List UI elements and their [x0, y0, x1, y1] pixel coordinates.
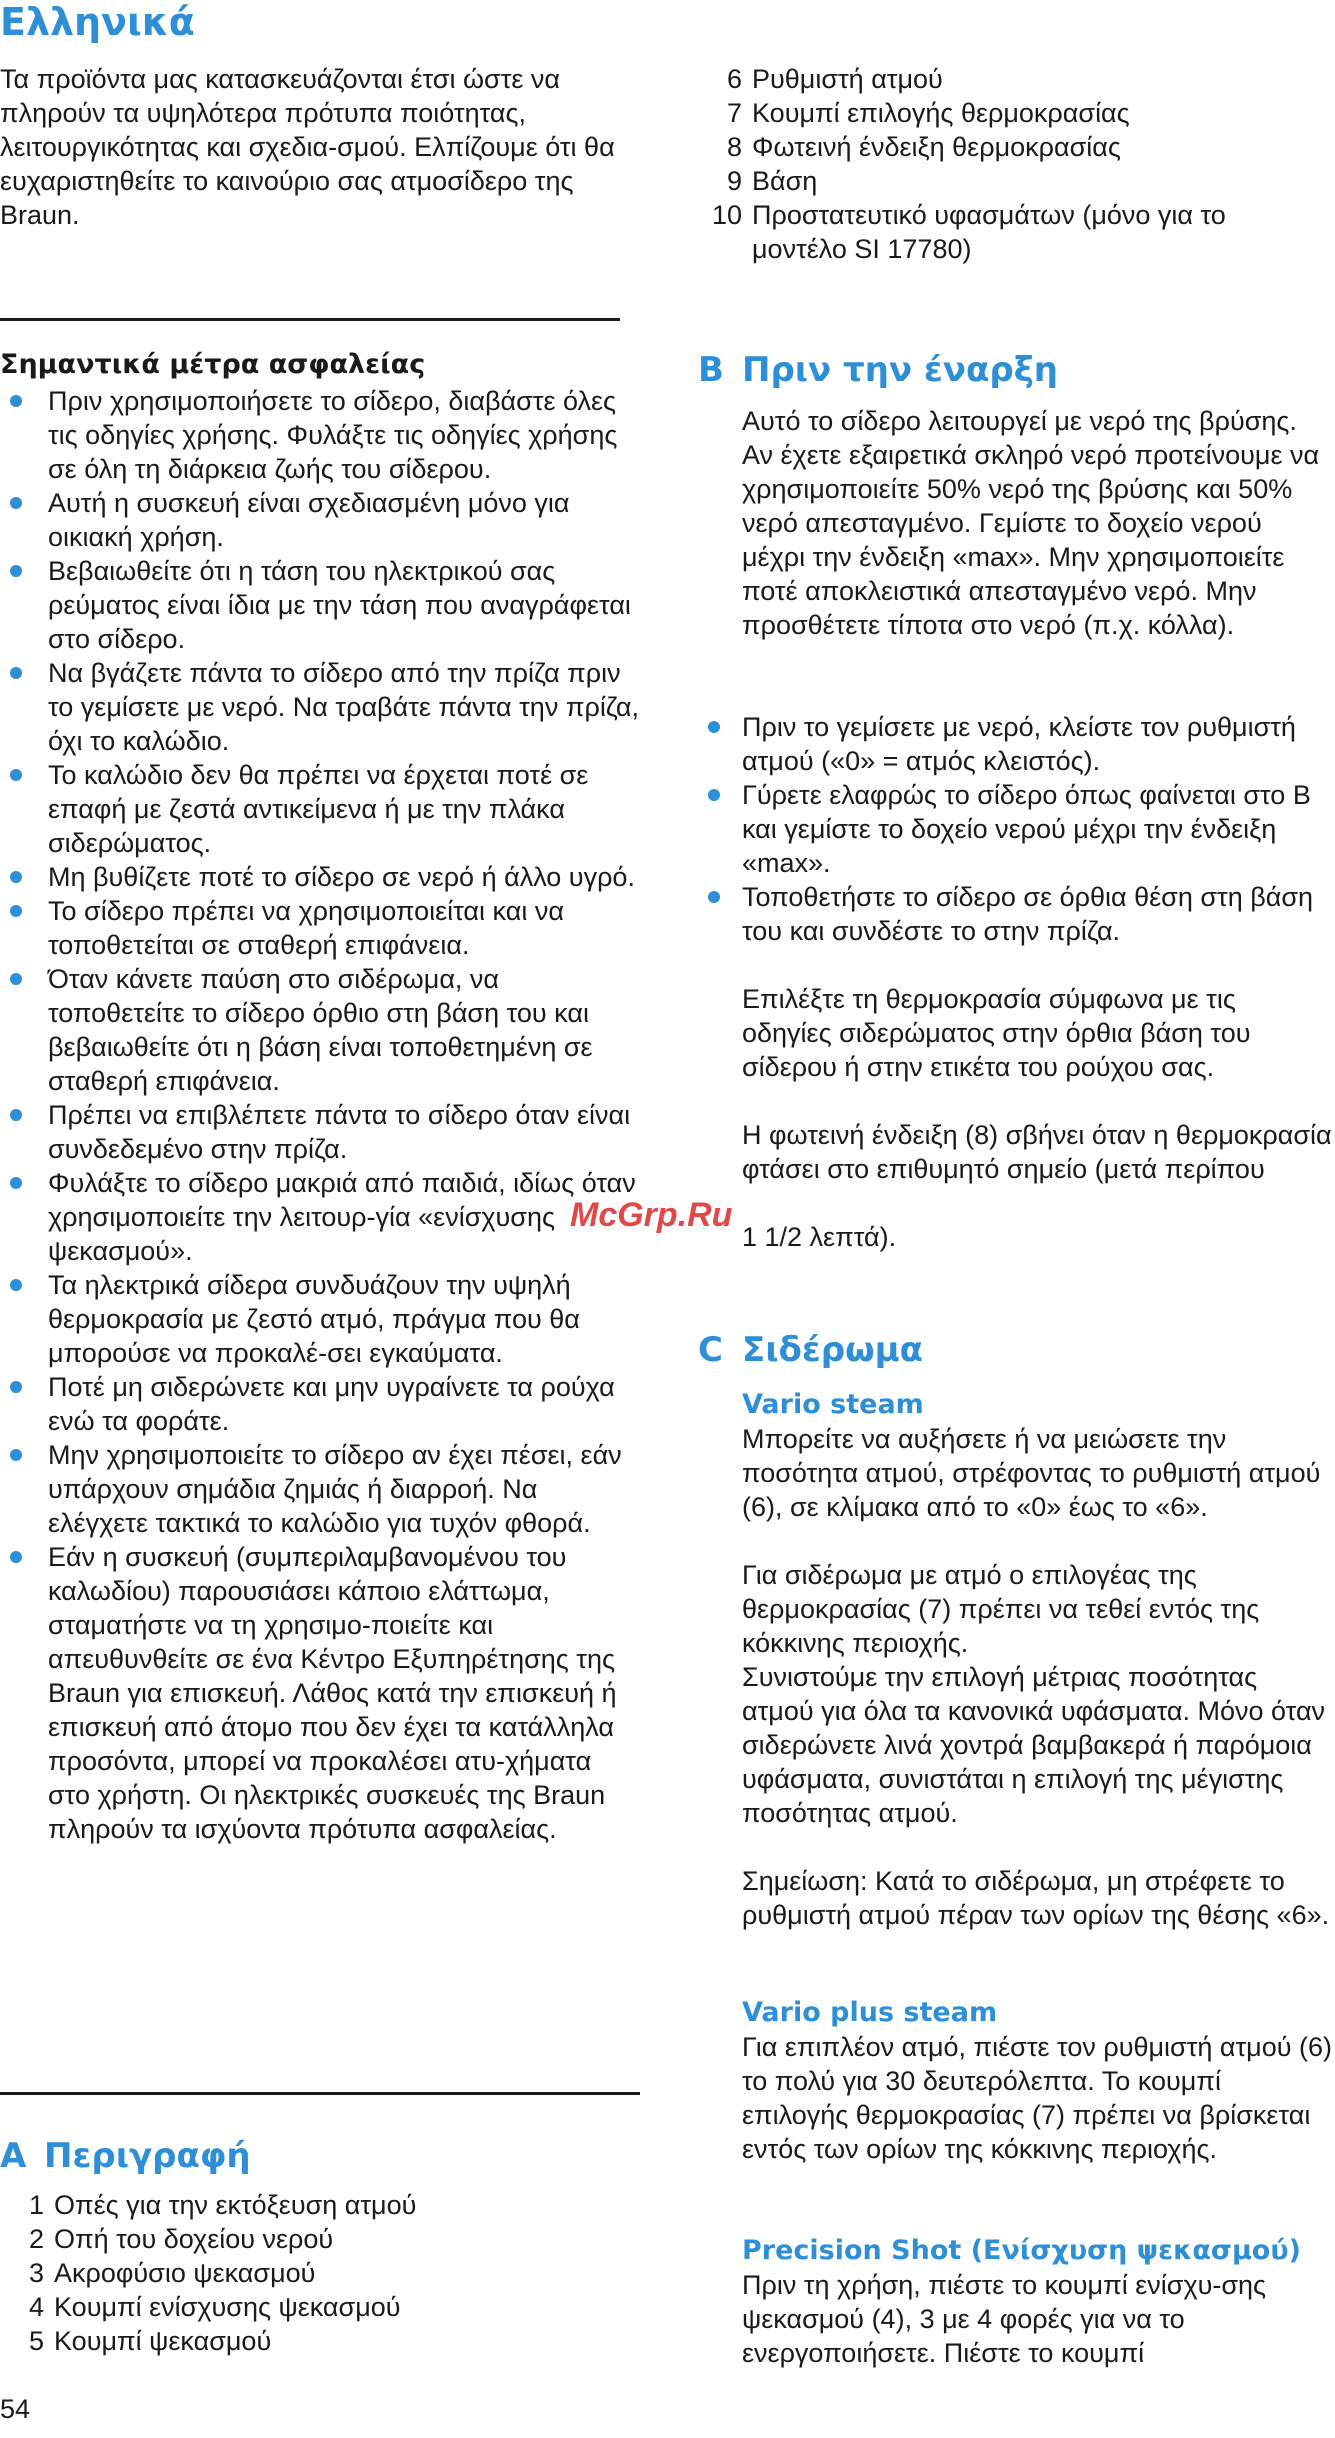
list-item: Τα ηλεκτρικά σίδερα συνδυάζουν την υψηλή θερμοκρασία με ζεστό ατμό, πράγμα που θα μπορούσε να προκαλέ-σει εγκαύματα.: [0, 1268, 640, 1370]
list-item: Το σίδερο πρέπει να χρησιμοποιείται και να τοποθετείται σε σταθερή επιφάνεια.: [0, 894, 640, 962]
bullet-icon: [10, 973, 22, 985]
list-item: Μην χρησιμοποιείτε το σίδερο αν έχει πέσει, εάν υπάρχουν σημάδια ζημιάς ή διαρροή. Να ελέγχετε τακτικά το καλώδιο για τυχόν φθορά.: [0, 1438, 640, 1540]
list-item: Γύρετε ελαφρώς το σίδερο όπως φαίνεται στο B και γεμίστε το δοχείο νερού μέχρι την ένδειξη «max».: [698, 778, 1335, 880]
list-item: Φυλάξτε το σίδερο μακριά από παιδιά, ιδίως όταν χρησιμοποιείτε την λειτουρ-γία «ενίσχυσης ψεκασμού».: [0, 1166, 640, 1268]
list-item: Αυτή η συσκευή είναι σχεδιασμένη μόνο για οικιακή χρήση.: [0, 486, 640, 554]
section-c-heading: C Σιδέρωμα: [698, 1330, 924, 1370]
description-list: [0, 2188, 640, 2358]
section-b-temperature-text: Επιλέξτε τη θερμοκρασία σύμφωνα με τις οδηγίες σιδερώματος στην όρθια βάση του σίδερου ή στην ετικέτα του ρούχου σας.: [742, 984, 1251, 1082]
precision-shot-text: Πριν τη χρήση, πιέστε το κουμπί ενίσχυ-σης ψεκασμού (4), 3 με 4 φορές για να το ενεργοποιήσετε. Πιέστε το κουμπί: [742, 2270, 1267, 2368]
safety-heading: Σημαντικά μέτρα ασφαλείας: [0, 349, 426, 380]
section-b-list: [698, 710, 1335, 948]
list-item: 5 Κουμπί ψεκασμού: [28, 2326, 272, 2356]
list-item: Μη βυθίζετε ποτέ το σίδερο σε νερό ή άλλο υγρό.: [0, 860, 640, 894]
list-item: 4 Κουμπί ενίσχυσης ψεκασμού: [28, 2292, 401, 2322]
list-item: Πρέπει να επιβλέπετε πάντα το σίδερο όταν είναι συνδεδεμένο στην πρίζα.: [0, 1098, 640, 1166]
bullet-icon: [10, 565, 22, 577]
bullet-icon: [708, 891, 720, 903]
vario-steam-text-3: Συνιστούμε την επιλογή μέτριας ποσότητας ατμού για όλα τα κανονικά υφάσματα. Μόνο όταν σιδερώνετε λινά χοντρά βαμβακερά ή παρόμοια υφάσματα, συνιστάται η επιλογή της μέγιστης ποσότητας ατμού.: [742, 1662, 1326, 1828]
vario-steam-text-1: Μπορείτε να αυξήσετε ή να μειώσετε την ποσότητα ατμού, στρέφοντας το ρυθμιστή ατμού (6), σε κλίμακα από το «0» έως το «6».: [742, 1424, 1321, 1522]
bullet-icon: [10, 1551, 22, 1563]
divider: [0, 318, 620, 321]
description-list-continued: [698, 62, 1328, 266]
precision-shot-heading: Precision Shot (Ενίσχυση ψεκασμού): [742, 2235, 1301, 2266]
bullet-icon: [10, 497, 22, 509]
page-number: 54: [0, 2394, 31, 2424]
divider: [0, 2092, 640, 2095]
vario-plus-steam-text: Για επιπλέον ατμό, πιέστε τον ρυθμιστή ατμού (6) το πολύ για 30 δευτερόλεπτα. Το κουμπί επιλογής θερμοκρασίας (7) πρέπει να βρίσκεται εντός των ορίων της κόκκινης περιοχής.: [742, 2032, 1333, 2164]
list-item: Βεβαιωθείτε ότι η τάση του ηλεκτρικού σας ρεύματος είναι ίδια με την τάση που αναγράφεται στο σίδερο.: [0, 554, 640, 656]
watermark: McGrp.Ru: [570, 1196, 733, 1234]
section-b-indicator-text: Η φωτεινή ένδειξη (8) σβήνει όταν η θερμοκρασία φτάσει στο επιθυμητό σημείο (μετά περίπου: [742, 1120, 1332, 1184]
bullet-icon: [10, 667, 22, 679]
vario-plus-steam-heading: Vario plus steam: [742, 1997, 998, 2028]
bullet-icon: [10, 395, 22, 407]
bullet-icon: [10, 1449, 22, 1461]
list-item: Πριν το γεμίσετε με νερό, κλείστε τον ρυθμιστή ατμού («0» = ατμός κλειστός).: [698, 710, 1335, 778]
list-item: 7 Κουμπί επιλογής θερμοκρασίας: [726, 98, 1130, 128]
vario-steam-heading: Vario steam: [742, 1389, 924, 1420]
section-b-intro: Αυτό το σίδερο λειτουργεί με νερό της βρύσης. Αν έχετε εξαιρετικά σκληρό νερό προτείνουμε να χρησιμοποιείτε 50% νερό της βρύσης και 50% νερό απεσταγμένο. Γεμίστε το δοχείο νερού μέχρι την ένδειξη «max». Μην χρησιμοποιείτε ποτέ αποκλειστικά απεσταγμένο νερό. Μην προσθέτετε τίποτα στο νερό (π.χ. κόλλα).: [742, 406, 1320, 640]
vario-steam-note: Σημείωση: Κατά το σιδέρωμα, μη στρέφετε το ρυθμιστή ατμού πέραν των ορίων της θέσης «6».: [742, 1866, 1330, 1930]
bullet-icon: [10, 905, 22, 917]
list-item: 3 Ακροφύσιο ψεκασμού: [28, 2258, 316, 2288]
bullet-icon: [708, 721, 720, 733]
list-item: Όταν κάνετε παύση στο σιδέρωμα, να τοποθετείτε το σίδερο όρθιο στη βάση του και βεβαιωθείτε ότι η βάση είναι τοποθετημένη σε σταθερή επιφάνεια.: [0, 962, 640, 1098]
page-title: Ελληνικά: [0, 0, 195, 44]
section-b-heading: B Πριν την έναρξη: [698, 350, 1059, 390]
safety-list: [0, 384, 640, 1846]
list-item: 1 Οπές για την εκτόξευση ατμού: [28, 2190, 417, 2220]
list-item: 6 Ρυθμιστή ατμού: [726, 64, 943, 94]
bullet-icon: [708, 789, 720, 801]
bullet-icon: [10, 1381, 22, 1393]
list-item: Ποτέ μη σιδερώνετε και μην υγραίνετε τα ρούχα ενώ τα φοράτε.: [0, 1370, 640, 1438]
list-item: 10 Προστατευτικό υφασμάτων (μόνο για το μοντέλο SI 17780): [711, 200, 1226, 264]
list-item: Τοποθετήστε το σίδερο σε όρθια θέση στη βάση του και συνδέστε το στην πρίζα.: [698, 880, 1335, 948]
list-item: 9 Βάση: [726, 166, 818, 196]
bullet-icon: [10, 1279, 22, 1291]
list-item: Πριν χρησιμοποιήσετε το σίδερο, διαβάστε όλες τις οδηγίες χρήσης. Φυλάξτε τις οδηγίες χρήσης σε όλη τη διάρκεια ζωής του σίδερου.: [0, 384, 640, 486]
section-a-heading: A Περιγραφή: [0, 2136, 251, 2176]
vario-steam-text-2: Για σιδέρωμα με ατμό ο επιλογέας της θερμοκρασίας (7) πρέπει να τεθεί εντός της κόκκινης περιοχής.: [742, 1560, 1260, 1658]
list-item: 8 Φωτεινή ένδειξη θερμοκρασίας: [726, 132, 1121, 162]
intro-paragraph: Τα προϊόντα μας κατασκευάζονται έτσι ώστε να πληρούν τα υψηλότερα πρότυπα ποιότητας, λειτουργικότητας και σχεδια-σμού. Ελπίζουμε ότι θα ευχαριστηθείτε το καινούριο σας ατμοσίδερο της Braun.: [0, 64, 615, 230]
bullet-icon: [10, 769, 22, 781]
bullet-icon: [10, 1177, 22, 1189]
bullet-icon: [10, 1109, 22, 1121]
list-item: Το καλώδιο δεν θα πρέπει να έρχεται ποτέ σε επαφή με ζεστά αντικείμενα ή με την πλάκα σιδερώματος.: [0, 758, 640, 860]
section-b-indicator-time: 1 1/2 λεπτά).: [742, 1222, 897, 1252]
list-item: Να βγάζετε πάντα το σίδερο από την πρίζα πριν το γεμίσετε με νερό. Να τραβάτε πάντα την πρίζα, όχι το καλώδιο.: [0, 656, 640, 758]
bullet-icon: [10, 871, 22, 883]
list-item: 2 Οπή του δοχείου νερού: [28, 2224, 334, 2254]
list-item: Εάν η συσκευή (συμπεριλαμβανομένου του καλωδίου) παρουσιάσει κάποιο ελάττωμα, σταματήστε να τη χρησιμο-ποιείτε και απευθυνθείτε σε ένα Κέντρο Εξυπηρέτησης της Braun για επισκευή. Λάθος κατά την επισκευή ή επισκευή από άτομο που δεν έχει τα κατάλληλα προσόντα, μπορεί να προκαλέσει ατυ-χήματα στο χρήστη. Οι ηλεκτρικές συσκευές της Braun πληρούν τα ισχύοντα πρότυπα ασφαλείας.: [0, 1540, 640, 1846]
